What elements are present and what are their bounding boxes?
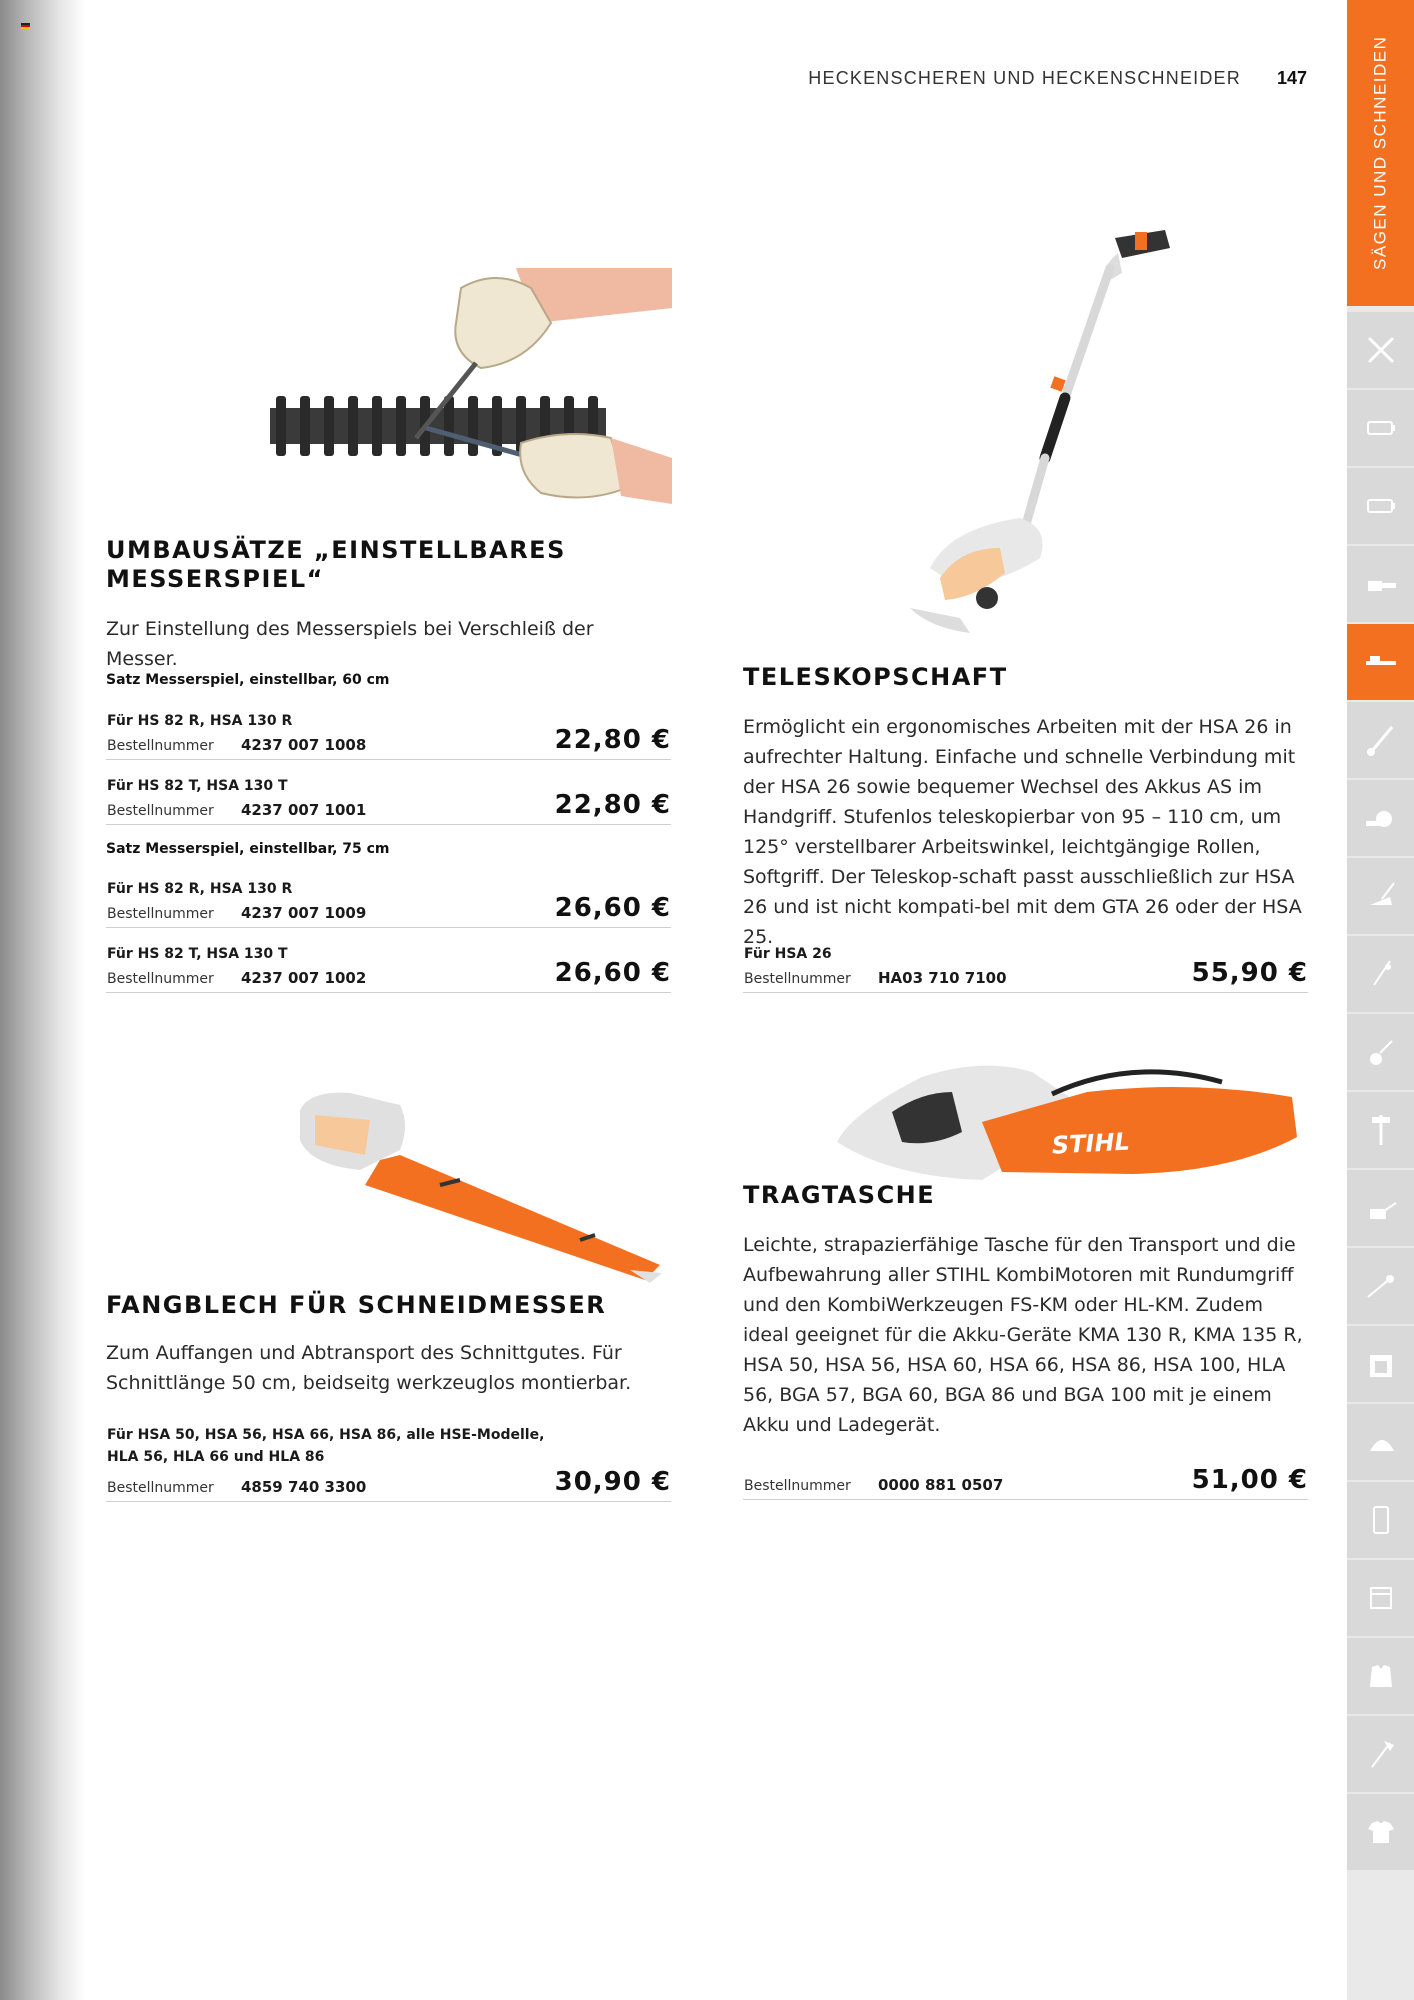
product-title: FANGBLECH FÜR SCHNEIDMESSER [106, 1291, 607, 1319]
carrying-bag-image [832, 1052, 1302, 1180]
battery-icon [1362, 487, 1400, 525]
order-number: 4237 007 1009 [241, 904, 367, 922]
order-number: 4859 740 3300 [241, 1478, 367, 1496]
tab-calendar[interactable] [1347, 1560, 1414, 1636]
group-label: Satz Messerspiel, einstellbar, 75 cm [106, 841, 390, 857]
product-description: Zum Auffangen und Abtransport des Schnittgutes. Für Schnittlänge 50 cm, beidseitg werkzeuglos montierbar. [106, 1342, 632, 1394]
price: 22,80 € [554, 725, 671, 755]
tab-tools[interactable] [1347, 312, 1414, 388]
calendar-icon [1362, 1579, 1400, 1617]
product-title: UMBAUSÄTZE „EINSTELLBARES MESSERSPIEL“ [106, 536, 566, 593]
tab-brushcutter[interactable] [1347, 702, 1414, 778]
price: 22,80 € [554, 790, 671, 820]
lawnmower-icon [1362, 877, 1400, 915]
jacket-icon [1362, 1657, 1400, 1695]
group-label: Satz Messerspiel, einstellbar, 60 cm [106, 672, 390, 688]
order-number: 4237 007 1001 [241, 801, 367, 819]
telescopic-shaft-image [890, 228, 1190, 640]
product-description: Zur Einstellung des Messerspiels bei Verschleiß der Messer. [106, 618, 594, 670]
product-description: Leichte, strapazierfähige Tasche für den Transport und die Aufbewahrung aller STIHL KombiMotoren mit Rundumgriff und den KombiWerkzeugen FS-KM oder HL-KM. Zudem ideal geeignet für die Akku-Geräte KMA 130 R, KMA 135 R, HSA 50, HSA 56, HSA 60, HSA 66, HSA 86, HSA 100, HLA 56, BGA 57, BGA 60, BGA 86 und BGA 100 mit je einem Akku und Ladegerät. [743, 1234, 1303, 1436]
shirt-icon [1362, 1813, 1400, 1851]
order-number-label: Bestellnummer [107, 738, 214, 754]
price-row [106, 1421, 671, 1502]
tab-chainsaw[interactable] [1347, 546, 1414, 622]
hedge-trimmer-icon [1362, 643, 1400, 681]
tab-robot-mower[interactable] [1347, 1404, 1414, 1480]
order-number: HA03 710 7100 [878, 969, 1007, 987]
tab-saegen-und-schneiden[interactable] [1347, 0, 1414, 306]
compatibility-line: HLA 56, HLA 66 und HLA 86 [107, 1449, 325, 1465]
category-tab-label: SÄGEN UND SCHNEIDEN [1370, 35, 1390, 271]
tab-cultivator[interactable] [1347, 1014, 1414, 1090]
tab-battery[interactable] [1347, 468, 1414, 544]
brushcutter-icon [1362, 721, 1400, 759]
page-binding-shadow [0, 0, 86, 2000]
smartphone-icon [1362, 1501, 1400, 1539]
product-title: TELESKOPSCHAFT [743, 663, 1008, 691]
tab-trimmer[interactable] [1347, 936, 1414, 1012]
axe-icon [1362, 1735, 1400, 1773]
order-number: 0000 881 0507 [878, 1476, 1004, 1494]
language-flag-icon [21, 23, 30, 29]
tab-axe[interactable] [1347, 1716, 1414, 1792]
order-number-label: Bestellnummer [107, 1480, 214, 1496]
category-tab-bar [1347, 0, 1414, 2000]
order-number: 4237 007 1008 [241, 736, 367, 754]
tab-sprayer[interactable] [1347, 1170, 1414, 1246]
shed-icon [1362, 1345, 1400, 1383]
compatibility-label: Für HSA 26 [744, 946, 832, 962]
cultivator-icon [1362, 1033, 1400, 1071]
bag-brand-label: STIHL [1051, 1127, 1131, 1160]
price: 55,90 € [1191, 958, 1308, 988]
product-title: TRAGTASCHE [743, 1181, 936, 1209]
tab-smartphone[interactable] [1347, 1482, 1414, 1558]
product-description: Ermöglicht ein ergonomisches Arbeiten mit der HSA 26 in aufrechter Haltung. Einfache und schnelle Verbindung mit der HSA 26 sowie bequemer Wechsel des Akkus AS im Handgriff. Stufenlos teleskopierbar von 95 – 110 cm, um 125° verstellbarer Arbeitswinkel, leichtgängige Rollen, Softgriff. Der Teleskop-schaft passt ausschließlich zur HSA 26 und ist nicht kompati-bel mit dem GTA 26 oder der HSA 25. [743, 716, 1302, 948]
price: 26,60 € [554, 893, 671, 923]
order-number-label: Bestellnummer [107, 803, 214, 819]
price: 51,00 € [1191, 1465, 1308, 1495]
auger-icon [1362, 1111, 1400, 1149]
battery-icon [1362, 409, 1400, 447]
order-number: 4237 007 1002 [241, 969, 367, 987]
trimmer-icon [1362, 955, 1400, 993]
tab-shed[interactable] [1347, 1326, 1414, 1402]
tab-auger[interactable] [1347, 1092, 1414, 1168]
tab-lawnmower[interactable] [1347, 858, 1414, 934]
section-title: HECKENSCHEREN UND HECKENSCHNEIDER [808, 67, 1241, 88]
robot-mower-icon [1362, 1423, 1400, 1461]
tab-pole-pruner[interactable] [1347, 1248, 1414, 1324]
compatibility-label: Für HS 82 R, HSA 130 R [107, 881, 293, 897]
price-row [106, 703, 671, 760]
tab-jacket[interactable] [1347, 1638, 1414, 1714]
tab-hedge-trimmer[interactable] [1347, 624, 1414, 700]
price: 30,90 € [554, 1467, 671, 1497]
order-number-label: Bestellnummer [107, 971, 214, 987]
running-header [808, 66, 1307, 90]
price-row [106, 936, 671, 993]
price-row [106, 871, 671, 928]
tools-icon [1362, 331, 1400, 369]
chainsaw-icon [1362, 565, 1400, 603]
compatibility-label: Für HS 82 T, HSA 130 T [107, 946, 288, 962]
tab-shirt[interactable] [1347, 1794, 1414, 1870]
blower-icon [1362, 799, 1400, 837]
sprayer-icon [1362, 1189, 1400, 1227]
order-number-label: Bestellnummer [744, 1478, 851, 1494]
price-row [743, 1443, 1308, 1500]
tab-battery[interactable] [1347, 390, 1414, 466]
compatibility-label [107, 1424, 544, 1468]
pole-pruner-icon [1362, 1267, 1400, 1305]
page-number: 147 [1276, 67, 1307, 88]
price-row [106, 768, 671, 825]
compatibility-label: Für HS 82 T, HSA 130 T [107, 778, 288, 794]
order-number-label: Bestellnummer [744, 971, 851, 987]
price: 26,60 € [554, 958, 671, 988]
compatibility-label: Für HS 82 R, HSA 130 R [107, 713, 293, 729]
catching-plate-image [290, 1085, 670, 1285]
order-number-label: Bestellnummer [107, 906, 214, 922]
price-row [743, 936, 1308, 993]
tab-blower[interactable] [1347, 780, 1414, 856]
compatibility-line: Für HSA 50, HSA 56, HSA 66, HSA 86, alle HSE-Modelle, [107, 1427, 545, 1443]
knife-adjustment-image [266, 268, 672, 504]
